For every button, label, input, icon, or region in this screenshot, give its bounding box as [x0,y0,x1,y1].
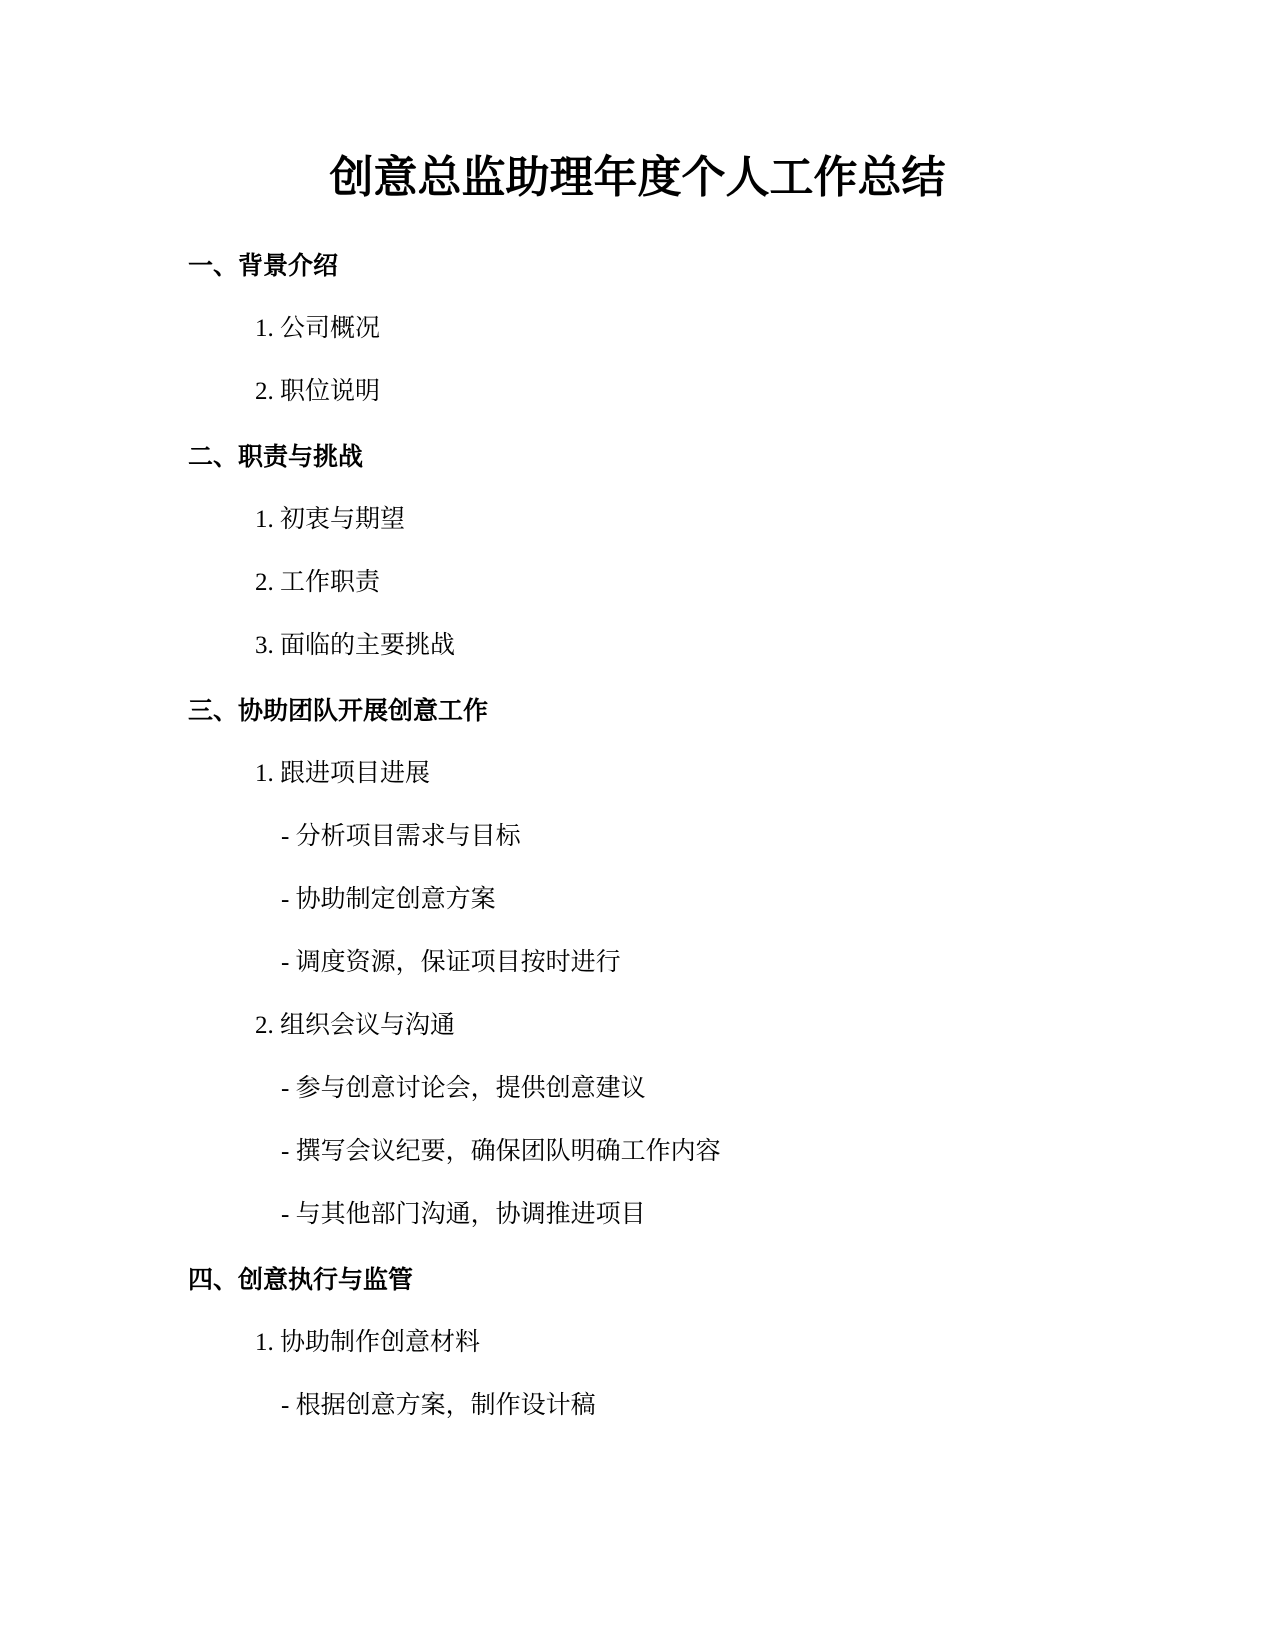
list-item-assist-creative-materials: 1. 协助制作创意材料 [255,1329,481,1356]
section-heading-assist-team: 三、协助团队开展创意工作 [188,696,489,725]
document-title: 创意总监助理年度个人工作总结 [329,152,946,203]
section-heading-background: 一、背景介绍 [188,251,339,280]
list-item-position-description: 2. 职位说明 [255,378,381,405]
list-item-main-challenges: 3. 面临的主要挑战 [255,632,456,659]
section-heading-responsibilities-challenges: 二、职责与挑战 [188,442,364,471]
sub-item: - 根据创意方案，制作设计稿 [281,1392,596,1419]
list-item-organize-meetings: 2. 组织会议与沟通 [255,1012,456,1039]
sub-item: - 参与创意讨论会，提供创意建议 [281,1075,646,1102]
list-item-follow-project-progress: 1. 跟进项目进展 [255,760,431,787]
section-heading-creative-execution: 四、创意执行与监管 [188,1265,414,1294]
sub-item: - 分析项目需求与目标 [281,823,521,850]
sub-item: - 撰写会议纪要，确保团队明确工作内容 [281,1138,721,1165]
list-item-intentions-expectations: 1. 初衷与期望 [255,506,406,533]
list-item-job-responsibilities: 2. 工作职责 [255,569,381,596]
sub-item: - 协助制定创意方案 [281,886,496,913]
sub-item: - 与其他部门沟通，协调推进项目 [281,1201,646,1228]
sub-item: - 调度资源，保证项目按时进行 [281,949,621,976]
list-item-company-overview: 1. 公司概况 [255,315,381,342]
